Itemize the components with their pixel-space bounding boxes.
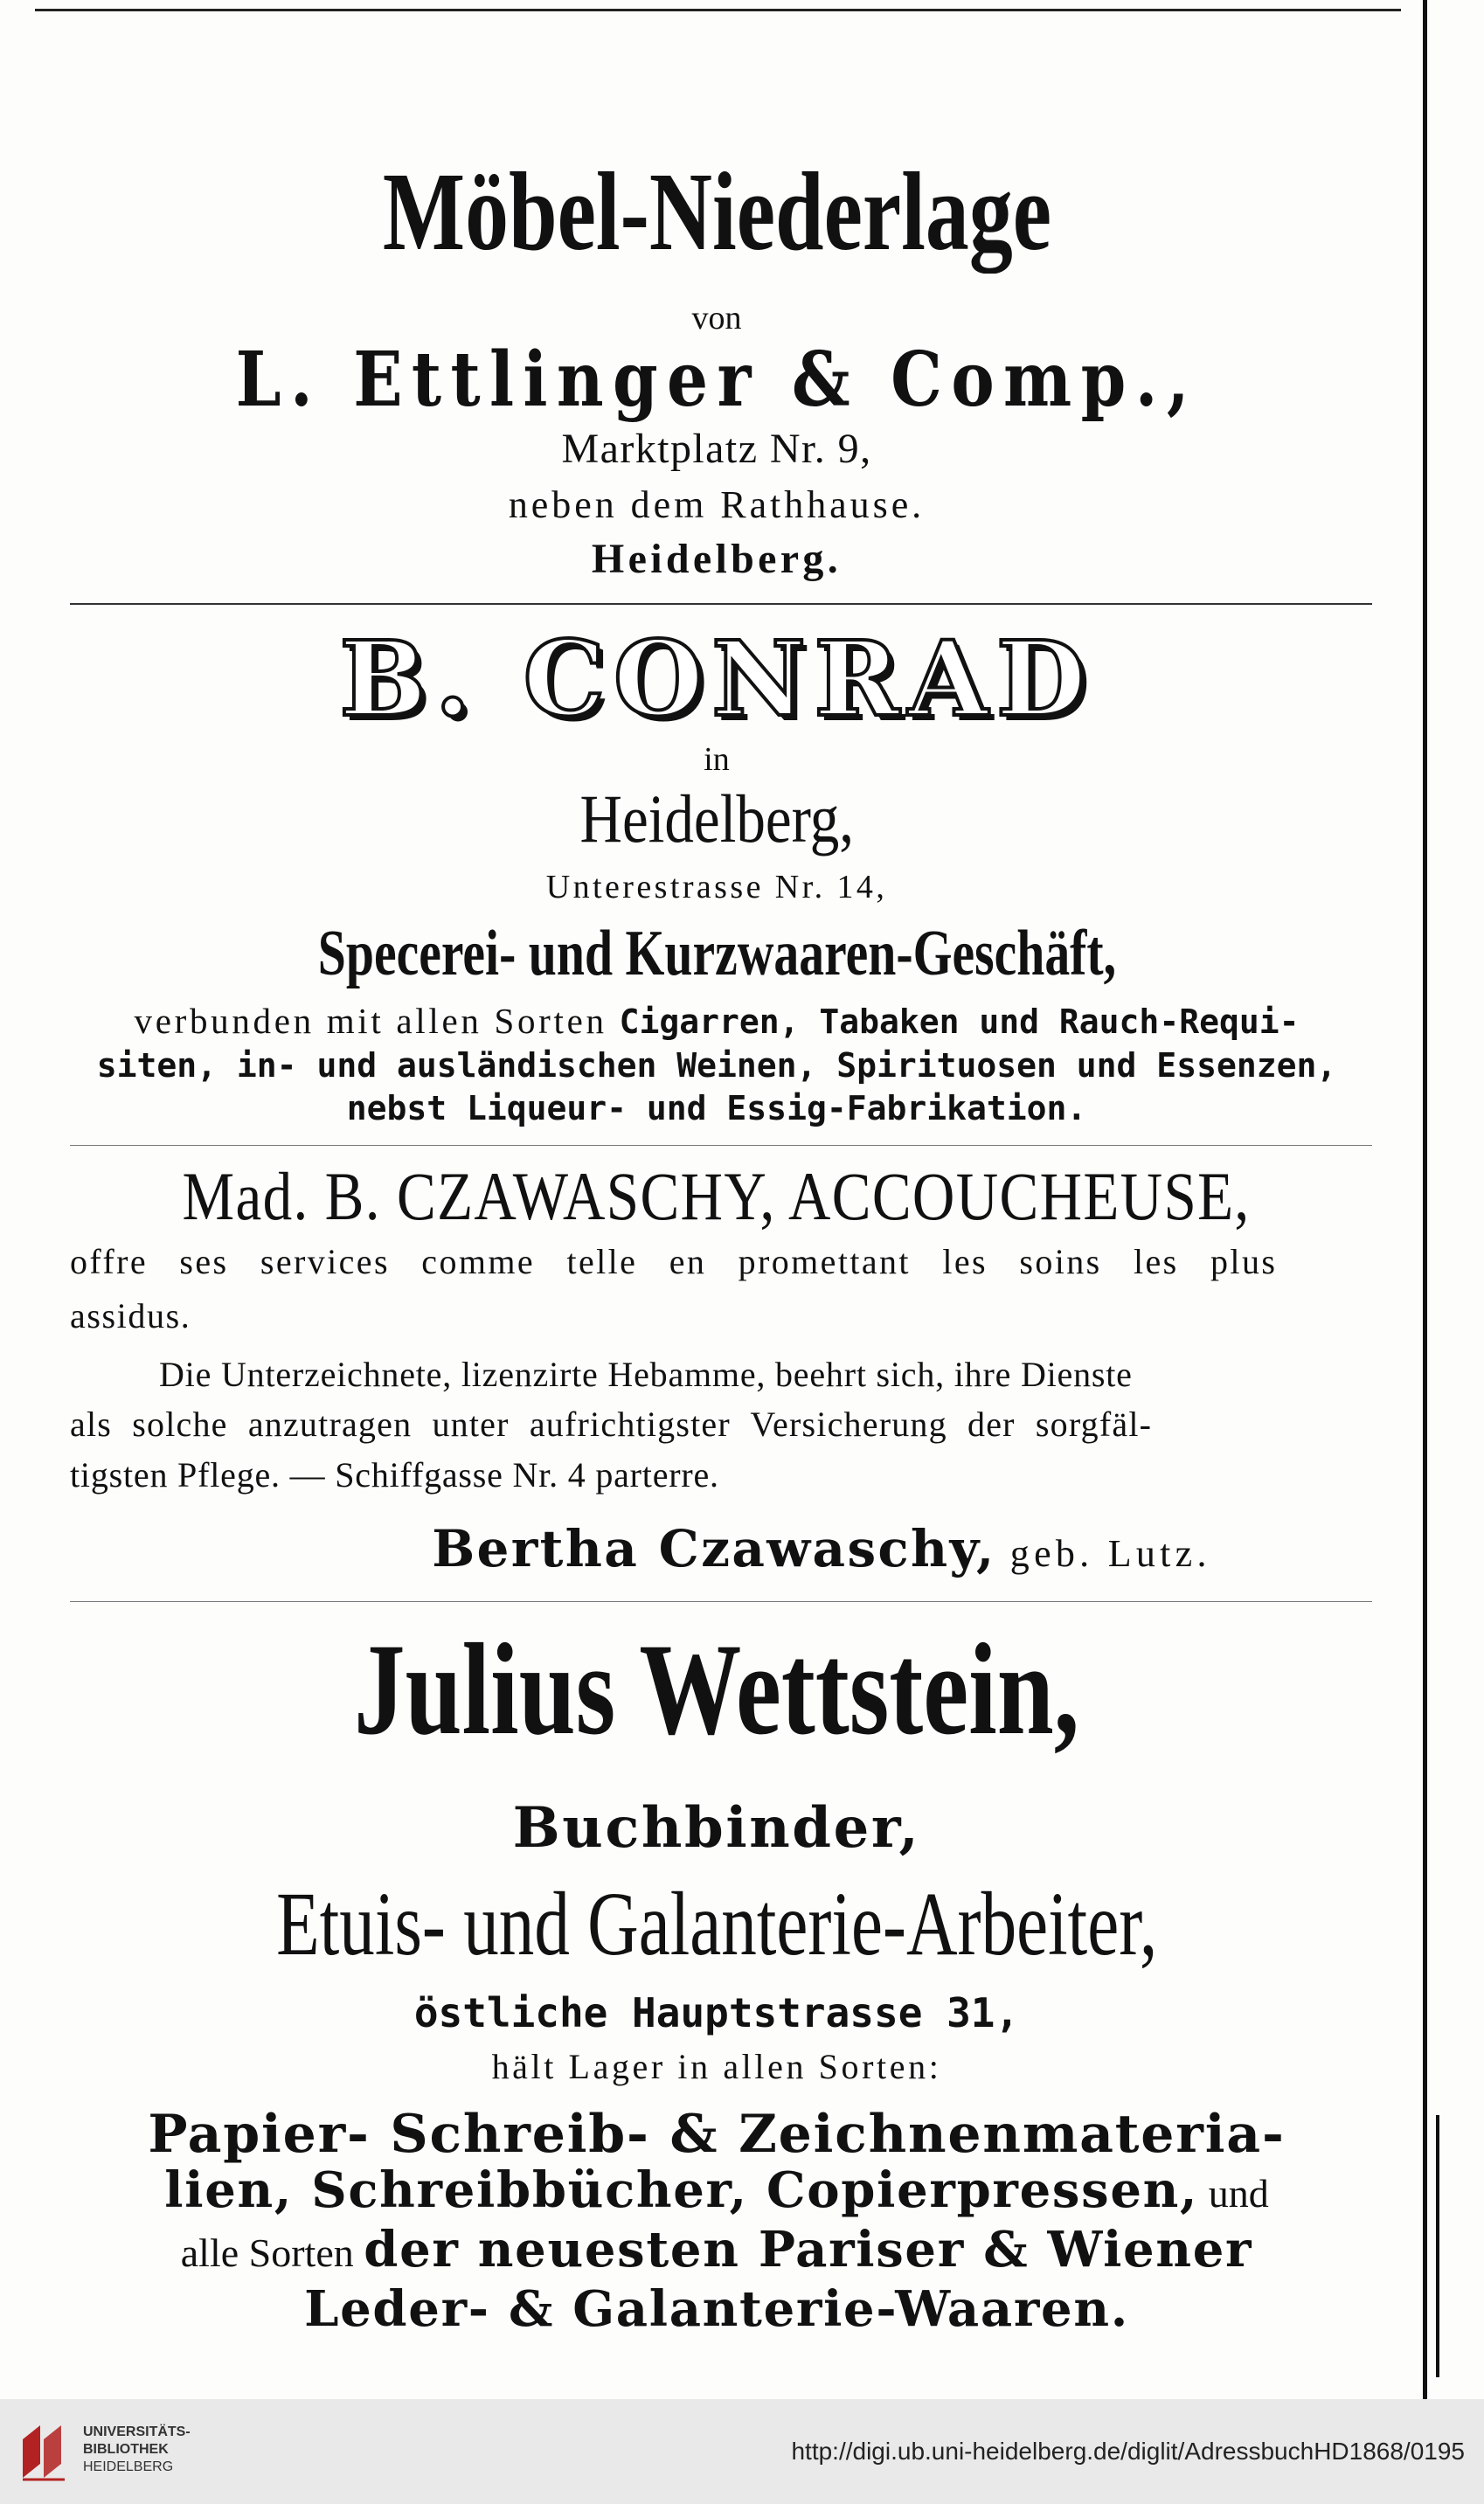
- ad3-german-line1: Die Unterzeichnete, lizenzirte Hebamme, beehrt sich, ihre Dienste: [159, 1355, 1133, 1394]
- ad4-trade2: Etuis- und Galanterie-Arbeiter,: [275, 1874, 1158, 1974]
- ad4-address: östliche Hauptstrasse 31,: [413, 1989, 1020, 2036]
- ad2-city: Heidelberg,: [579, 780, 854, 857]
- ad3-signature: Bertha Czawaschy, geb. Lutz.: [432, 1519, 1211, 1578]
- ad2-in: in: [704, 741, 730, 778]
- ad3-german-line3: tigsten Pflege. — Schiffgasse Nr. 4 parterre.: [70, 1455, 719, 1495]
- ad1-city: Heidelberg.: [591, 536, 843, 582]
- ad3-title: Mad. B. CZAWASCHY, ACCOUCHEUSE,: [182, 1158, 1252, 1234]
- ad1-title: Möbel-Niederlage: [382, 149, 1051, 274]
- divider-2: [70, 1145, 1372, 1146]
- page-edge-rule-lower: [1436, 2115, 1439, 2377]
- ad4-items-line4: Leder- & Galanterie-Waaren.: [304, 2280, 1129, 2338]
- ad1-von: von: [691, 300, 742, 336]
- ad4-stock: hält Lager in allen Sorten:: [491, 2047, 942, 2086]
- ad1-location: neben dem Rathhause.: [508, 483, 926, 526]
- ad4-name: Julius Wettstein,: [354, 1617, 1079, 1762]
- top-rule: [35, 9, 1401, 11]
- ad1-address: Marktplatz Nr. 9,: [561, 426, 872, 472]
- ad2-desc-line1: verbunden mit allen Sorten Cigarren, Tabaken und Rauch-Requi-: [134, 1001, 1300, 1041]
- ad1-company: L. Ettlinger & Comp.,: [235, 336, 1198, 424]
- library-logo-icon: [17, 2417, 70, 2487]
- ad3-french-line1: offre ses services comme telle en promettant les soins les plus: [70, 1242, 1278, 1281]
- page-edge-rule: [1423, 0, 1427, 2399]
- ad4-trade: Buchbinder,: [512, 1795, 921, 1861]
- permalink-url[interactable]: http://digi.ub.uni-heidelberg.de/diglit/AdressbuchHD1868/0195: [791, 2438, 1465, 2465]
- library-logo-text: UNIVERSITÄTS- BIBLIOTHEK HEIDELBERG: [83, 2424, 191, 2474]
- ad2-street: Unterestrasse Nr. 14,: [545, 869, 888, 905]
- divider-1: [70, 603, 1372, 605]
- ad4-items-line3: alle Sorten der neuesten Pariser & Wiener: [180, 2221, 1253, 2279]
- ad4-items-line1: Papier- Schreib- & Zeichnenmateria-: [148, 2104, 1286, 2165]
- ad2-name: B. CONRAD: [339, 618, 1094, 739]
- ad3-french-line2: assidus.: [70, 1296, 191, 1335]
- ad2-business: Specerei- und Kurzwaaren-Geschäft,: [317, 918, 1116, 989]
- footer-bar: [0, 2399, 1484, 2504]
- ad2-desc-line2: siten, in- und ausländischen Weinen, Spirituosen und Essenzen,: [96, 1046, 1337, 1085]
- ad2-desc-line3: nebst Liqueur- und Essig-Fabrikation.: [346, 1089, 1087, 1127]
- divider-3: [70, 1601, 1372, 1602]
- ad4-items-line2: lien, Schreibbücher, Copierpressen, und: [164, 2161, 1269, 2219]
- ad3-german-line2: als solche anzutragen unter aufrichtigster Versicherung der sorgfäl-: [70, 1405, 1153, 1444]
